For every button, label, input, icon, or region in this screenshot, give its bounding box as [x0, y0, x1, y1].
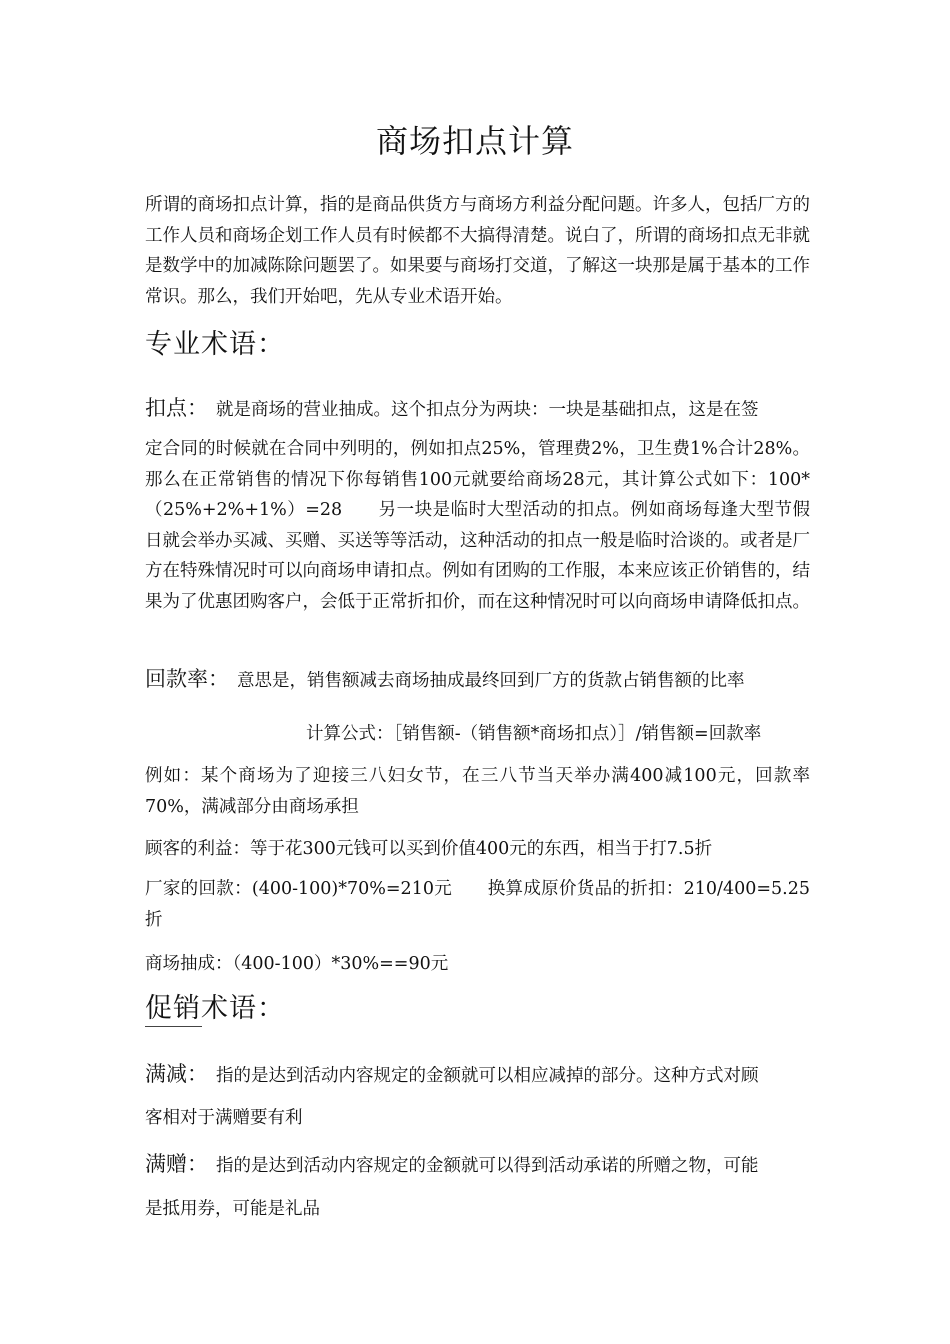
hui-kuan-lv-text: 意思是，销售额减去商场抽成最终回到厂方的货款占销售额的比率 [237, 671, 745, 691]
man-jian-definition-line1 [145, 1059, 810, 1092]
heading-underline [145, 1026, 202, 1027]
factory-return-line: 厂家的回款：(400-100)*70%=210元 换算成原价货品的折扣：210/400=5.25折 [145, 879, 810, 930]
document-title: 商场扣点计算 [375, 122, 574, 160]
kou-dian-definition-line1 [145, 393, 810, 426]
intro-paragraph: 所谓的商场扣点计算，指的是商品供货方与商场方利益分配问题。许多人，包括厂方的工作人员和商场企划工作人员有时候都不大搞得清楚。说白了，所谓的商场扣点无非就是数学中的加减陈除问题罢了。如果要与商场打交道，了解这一块那是属于基本的工作常识。那么，我们开始吧，先从专业术语开始。 [145, 195, 810, 307]
hui-kuan-lv-example: 例如：某个商场为了迎接三八妇女节，在三八节当天举办满400减100元，回款率70%，满减部分由商场承担 [145, 766, 810, 817]
section-heading-promotion-terms: 促销术语： [145, 993, 285, 1024]
kou-dian-definition-rest: 定合同的时候就在合同中列明的，例如扣点25%，管理费2%，卫生费1%合计28%。那么在正常销售的情况下你每销售100元就要给商场28元，其计算公式如下：100*（25%+2%+1%）=28 另一块是临时大型活动的扣点。例如商场每逢大型节假日就会举办买减、买赠、买送等等活动，这种活动的扣点一般是临时洽谈的。或者是厂方在特殊情况时可以向商场申请扣点。例如有团购的工作服，本来应该正价销售的，结果为了优惠团购客户，会低于正常折扣价，而在这种情况时可以向商场申请降低扣点。 [145, 439, 810, 612]
man-zeng-line2: 是抵用券，可能是礼品 [145, 1199, 320, 1219]
hui-kuan-lv-definition [145, 664, 810, 697]
term-kou-dian: 扣点： [145, 396, 208, 420]
man-zeng-definition-line1 [145, 1149, 810, 1182]
man-jian-line1: 指的是达到活动内容规定的金额就可以相应减掉的部分。这种方式对顾 [216, 1066, 759, 1086]
customer-benefit-line: 顾客的利益：等于花300元钱可以买到价值400元的东西，相当于打7.5折 [145, 839, 713, 859]
hui-kuan-lv-formula: 计算公式：［销售额-（销售额*商场扣点）］/销售额=回款率 [306, 724, 762, 744]
man-jian-line2: 客相对于满赠要有利 [145, 1108, 303, 1128]
mall-commission-line: 商场抽成：（400-100）*30%==90元 [145, 954, 449, 974]
term-hui-kuan-lv: 回款率： [145, 667, 229, 691]
section-heading-professional-terms: 专业术语： [145, 329, 285, 360]
term-man-zeng: 满赠： [145, 1152, 208, 1176]
kou-dian-line1: 就是商场的营业抽成。这个扣点分为两块：一块是基础扣点，这是在签 [216, 400, 759, 420]
term-man-jian: 满减： [145, 1062, 208, 1086]
man-zeng-line1: 指的是达到活动内容规定的金额就可以得到活动承诺的所赠之物，可能 [216, 1156, 759, 1176]
